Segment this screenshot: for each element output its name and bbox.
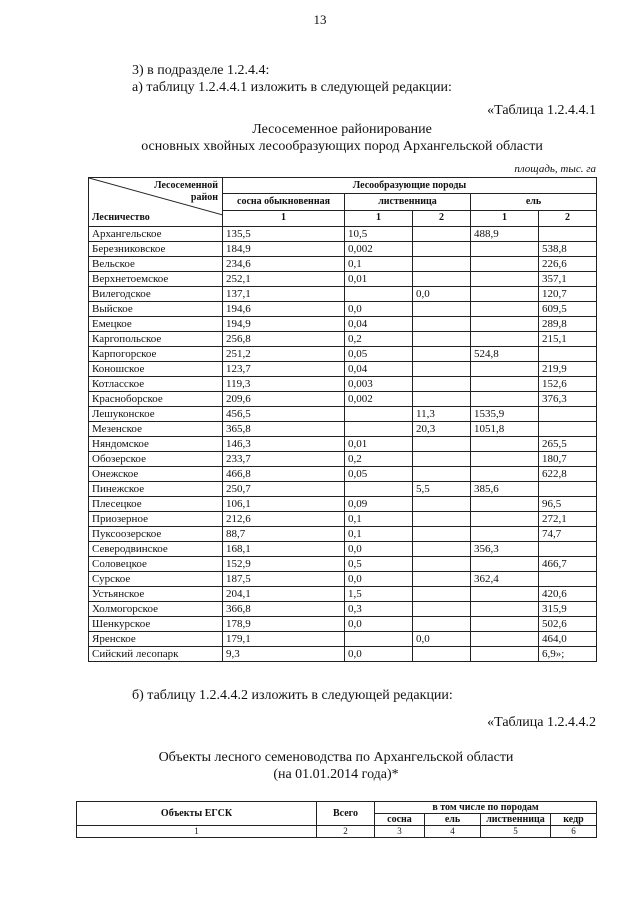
area-value: 0,002 xyxy=(345,242,413,257)
table-row xyxy=(89,437,597,452)
area-value: 0,0 xyxy=(345,302,413,317)
area-value xyxy=(471,602,539,617)
item-3-text: 3) в подразделе 1.2.4.4: xyxy=(132,63,270,78)
area-value xyxy=(413,392,471,407)
table-row xyxy=(89,302,597,317)
area-value xyxy=(471,392,539,407)
column-number: 5 xyxy=(481,826,551,838)
table-row xyxy=(89,407,597,422)
sub-number: 1 xyxy=(223,210,345,226)
forestry-name: Устьянское xyxy=(89,587,223,602)
forestry-name: Карпогорское xyxy=(89,347,223,362)
area-value xyxy=(471,272,539,287)
area-value xyxy=(471,242,539,257)
area-value xyxy=(413,512,471,527)
area-value: 0,003 xyxy=(345,377,413,392)
total-header: Всего xyxy=(317,802,375,826)
area-value: 179,1 xyxy=(223,632,345,647)
area-value xyxy=(413,227,471,242)
area-value xyxy=(413,272,471,287)
table-row xyxy=(89,602,597,617)
forestry-name: Холмогорское xyxy=(89,602,223,617)
area-value: 219,9 xyxy=(539,362,597,377)
area-value xyxy=(345,287,413,302)
area-value xyxy=(471,632,539,647)
area-value: 0,0 xyxy=(345,617,413,632)
forestry-name: Емецкое xyxy=(89,317,223,332)
area-value: 119,3 xyxy=(223,377,345,392)
area-value xyxy=(413,572,471,587)
area-value xyxy=(471,452,539,467)
table-row xyxy=(89,422,597,437)
area-value xyxy=(413,377,471,392)
forestry-name: Вельское xyxy=(89,257,223,272)
column-number: 6 xyxy=(551,826,597,838)
area-value xyxy=(413,602,471,617)
area-value xyxy=(345,407,413,422)
table-row xyxy=(89,482,597,497)
table-row xyxy=(89,647,597,662)
area-value xyxy=(471,377,539,392)
page-number: 13 xyxy=(313,12,327,27)
area-value: 315,9 xyxy=(539,602,597,617)
area-value xyxy=(539,572,597,587)
sub-number: 2 xyxy=(539,210,597,226)
area-value: 184,9 xyxy=(223,242,345,257)
area-value xyxy=(471,617,539,632)
table-row xyxy=(89,362,597,377)
area-value xyxy=(345,422,413,437)
area-value xyxy=(471,467,539,482)
area-value xyxy=(471,497,539,512)
forestry-name: Березниковское xyxy=(89,242,223,257)
area-value: 376,3 xyxy=(539,392,597,407)
table-row xyxy=(89,572,597,587)
area-value xyxy=(539,347,597,362)
area-value: 456,5 xyxy=(223,407,345,422)
table-row xyxy=(89,392,597,407)
table-row xyxy=(89,332,597,347)
column-number: 3 xyxy=(375,826,425,838)
area-value xyxy=(539,422,597,437)
forestry-name: Онежское xyxy=(89,467,223,482)
area-value: 265,5 xyxy=(539,437,597,452)
area-value: 420,6 xyxy=(539,587,597,602)
area-value: 226,6 xyxy=(539,257,597,272)
area-value: 10,5 xyxy=(345,227,413,242)
area-value: 466,7 xyxy=(539,557,597,572)
area-value xyxy=(413,347,471,362)
table2-title-line2: (на 01.01.2014 года)* xyxy=(273,767,399,782)
area-value xyxy=(413,467,471,482)
column-number: 4 xyxy=(425,826,481,838)
area-value xyxy=(413,542,471,557)
corner-top-line2: район xyxy=(190,192,218,203)
area-value: 250,7 xyxy=(223,482,345,497)
area-value: 234,6 xyxy=(223,257,345,272)
sub-number: 1 xyxy=(345,210,413,226)
area-value: 609,5 xyxy=(539,302,597,317)
area-value: 0,1 xyxy=(345,257,413,272)
area-value: 366,8 xyxy=(223,602,345,617)
area-value: 0,2 xyxy=(345,332,413,347)
species-header: кедр xyxy=(551,814,597,826)
table-row xyxy=(89,632,597,647)
area-value: 187,5 xyxy=(223,572,345,587)
objects-header: Объекты ЕГСК xyxy=(77,802,317,826)
area-value: 6,9»; xyxy=(539,647,597,662)
table-row xyxy=(89,467,597,482)
table-row xyxy=(89,557,597,572)
area-value: 9,3 xyxy=(223,647,345,662)
area-value xyxy=(471,287,539,302)
species-header: сосна xyxy=(375,814,425,826)
species-header-spruce: ель xyxy=(471,194,597,210)
table1-title-line2: основных хвойных лесообразующих пород Архангельской области xyxy=(141,139,543,154)
area-value: 0,0 xyxy=(413,287,471,302)
forestry-name: Архангельское xyxy=(89,227,223,242)
table-row xyxy=(89,227,597,242)
area-value: 357,1 xyxy=(539,272,597,287)
area-value xyxy=(539,227,597,242)
table-row xyxy=(89,287,597,302)
area-value xyxy=(471,557,539,572)
table1-units: площадь, тыс. га xyxy=(514,163,596,175)
area-value: 1535,9 xyxy=(471,407,539,422)
area-value: 252,1 xyxy=(223,272,345,287)
table-row xyxy=(89,242,597,257)
area-value: 464,0 xyxy=(539,632,597,647)
column-number: 1 xyxy=(77,826,317,838)
area-value xyxy=(471,587,539,602)
area-value: 123,7 xyxy=(223,362,345,377)
forestry-name: Приозерное xyxy=(89,512,223,527)
species-header-pine: сосна обыкновенная xyxy=(223,194,345,210)
sub-number: 2 xyxy=(413,210,471,226)
area-value: 209,6 xyxy=(223,392,345,407)
area-value: 152,6 xyxy=(539,377,597,392)
area-value xyxy=(539,482,597,497)
table-row xyxy=(89,497,597,512)
table1-diagonal-header xyxy=(89,178,223,227)
table2-title-line1: Объекты лесного семеноводства по Архангельской области xyxy=(158,750,514,765)
area-value xyxy=(471,362,539,377)
area-value: 0,2 xyxy=(345,452,413,467)
table-row xyxy=(89,452,597,467)
area-value: 0,05 xyxy=(345,467,413,482)
area-value: 0,0 xyxy=(413,632,471,647)
area-value: 256,8 xyxy=(223,332,345,347)
area-value xyxy=(471,527,539,542)
table-row xyxy=(89,257,597,272)
area-value xyxy=(413,362,471,377)
area-value: 0,5 xyxy=(345,557,413,572)
area-value: 356,3 xyxy=(471,542,539,557)
column-number: 2 xyxy=(317,826,375,838)
area-value: 0,1 xyxy=(345,527,413,542)
area-value xyxy=(471,257,539,272)
table-row xyxy=(89,617,597,632)
area-value: 385,6 xyxy=(471,482,539,497)
area-value: 365,8 xyxy=(223,422,345,437)
table-row xyxy=(89,347,597,362)
area-value xyxy=(471,512,539,527)
area-value xyxy=(471,647,539,662)
forestry-name: Северодвинское xyxy=(89,542,223,557)
area-value: 0,01 xyxy=(345,272,413,287)
table-row xyxy=(89,377,597,392)
area-value xyxy=(413,587,471,602)
table-row xyxy=(89,587,597,602)
table-row xyxy=(89,317,597,332)
area-value xyxy=(539,407,597,422)
area-value xyxy=(345,482,413,497)
area-value xyxy=(471,302,539,317)
area-value: 180,7 xyxy=(539,452,597,467)
area-value: 204,1 xyxy=(223,587,345,602)
table1-caption: «Таблица 1.2.4.4.1 xyxy=(487,103,596,118)
area-value xyxy=(413,317,471,332)
area-value: 524,8 xyxy=(471,347,539,362)
species-header: ель xyxy=(425,814,481,826)
forestry-name: Сийский лесопарк xyxy=(89,647,223,662)
forestry-name: Пуксоозерское xyxy=(89,527,223,542)
species-header-larch: лиственница xyxy=(345,194,471,210)
area-value: 251,2 xyxy=(223,347,345,362)
seed-objects-table xyxy=(76,801,597,838)
area-value: 289,8 xyxy=(539,317,597,332)
area-value: 120,7 xyxy=(539,287,597,302)
forestry-name: Плесецкое xyxy=(89,497,223,512)
area-value: 0,002 xyxy=(345,392,413,407)
area-value xyxy=(413,242,471,257)
forestry-name: Сурское xyxy=(89,572,223,587)
area-value xyxy=(413,437,471,452)
forestry-name: Котласское xyxy=(89,377,223,392)
area-value xyxy=(471,317,539,332)
area-value xyxy=(471,332,539,347)
forestry-name: Красноборское xyxy=(89,392,223,407)
table2-caption: «Таблица 1.2.4.4.2 xyxy=(487,715,596,730)
area-value: 233,7 xyxy=(223,452,345,467)
forestry-name: Коношское xyxy=(89,362,223,377)
area-value: 0,0 xyxy=(345,572,413,587)
area-value: 0,09 xyxy=(345,497,413,512)
area-value: 0,0 xyxy=(345,542,413,557)
area-value xyxy=(345,632,413,647)
area-value xyxy=(413,332,471,347)
forestry-name: Мезенское xyxy=(89,422,223,437)
area-value xyxy=(413,302,471,317)
area-value: 96,5 xyxy=(539,497,597,512)
item-b-text: б) таблицу 1.2.4.4.2 изложить в следующей редакции: xyxy=(132,688,453,703)
area-value: 488,9 xyxy=(471,227,539,242)
area-value: 0,0 xyxy=(345,647,413,662)
area-value: 74,7 xyxy=(539,527,597,542)
area-value: 622,8 xyxy=(539,467,597,482)
area-value: 194,6 xyxy=(223,302,345,317)
table1-body xyxy=(89,227,597,662)
area-value xyxy=(471,437,539,452)
area-value xyxy=(413,452,471,467)
area-value: 466,8 xyxy=(223,467,345,482)
forestry-name: Соловецкое xyxy=(89,557,223,572)
area-value: 502,6 xyxy=(539,617,597,632)
table-row xyxy=(89,272,597,287)
area-value: 212,6 xyxy=(223,512,345,527)
species-header: лиственница xyxy=(481,814,551,826)
area-value: 106,1 xyxy=(223,497,345,512)
area-value xyxy=(413,497,471,512)
forestry-name: Вилегодское xyxy=(89,287,223,302)
area-value: 0,05 xyxy=(345,347,413,362)
area-value: 152,9 xyxy=(223,557,345,572)
forestry-name: Яренское xyxy=(89,632,223,647)
species-group-header: в том числе по породам xyxy=(375,802,597,814)
area-value: 88,7 xyxy=(223,527,345,542)
group-header: Лесообразующие породы xyxy=(223,178,597,194)
table-row xyxy=(89,512,597,527)
area-value: 194,9 xyxy=(223,317,345,332)
area-value: 11,3 xyxy=(413,407,471,422)
area-value: 135,5 xyxy=(223,227,345,242)
area-value: 137,1 xyxy=(223,287,345,302)
corner-top-label xyxy=(154,180,218,204)
area-value xyxy=(413,527,471,542)
area-value: 1051,8 xyxy=(471,422,539,437)
forestry-name: Обозерское xyxy=(89,452,223,467)
sub-number: 1 xyxy=(471,210,539,226)
area-value: 0,01 xyxy=(345,437,413,452)
table1-title-line1: Лесосеменное районирование xyxy=(252,122,432,137)
area-value: 178,9 xyxy=(223,617,345,632)
area-value: 215,1 xyxy=(539,332,597,347)
forestry-name: Шенкурское xyxy=(89,617,223,632)
forestry-name: Лешуконское xyxy=(89,407,223,422)
forestry-name: Выйское xyxy=(89,302,223,317)
corner-bottom-label: Лесничество xyxy=(92,212,150,223)
area-value: 146,3 xyxy=(223,437,345,452)
forestry-name: Пинежское xyxy=(89,482,223,497)
area-value: 0,04 xyxy=(345,362,413,377)
area-value xyxy=(539,542,597,557)
table-row xyxy=(89,542,597,557)
area-value: 0,1 xyxy=(345,512,413,527)
area-value: 362,4 xyxy=(471,572,539,587)
area-value: 1,5 xyxy=(345,587,413,602)
area-value: 538,8 xyxy=(539,242,597,257)
forest-seed-zoning-table xyxy=(88,177,597,662)
area-value: 5,5 xyxy=(413,482,471,497)
area-value xyxy=(413,557,471,572)
area-value: 20,3 xyxy=(413,422,471,437)
area-value xyxy=(413,647,471,662)
area-value: 272,1 xyxy=(539,512,597,527)
area-value: 0,04 xyxy=(345,317,413,332)
forestry-name: Верхнетоемское xyxy=(89,272,223,287)
table-row xyxy=(89,527,597,542)
item-a-text: а) таблицу 1.2.4.4.1 изложить в следующей редакции: xyxy=(132,80,452,95)
area-value: 168,1 xyxy=(223,542,345,557)
corner-top-line1: Лесосеменной xyxy=(154,180,218,191)
area-value: 0,3 xyxy=(345,602,413,617)
area-value xyxy=(413,617,471,632)
forestry-name: Каргопольское xyxy=(89,332,223,347)
forestry-name: Няндомское xyxy=(89,437,223,452)
area-value xyxy=(413,257,471,272)
